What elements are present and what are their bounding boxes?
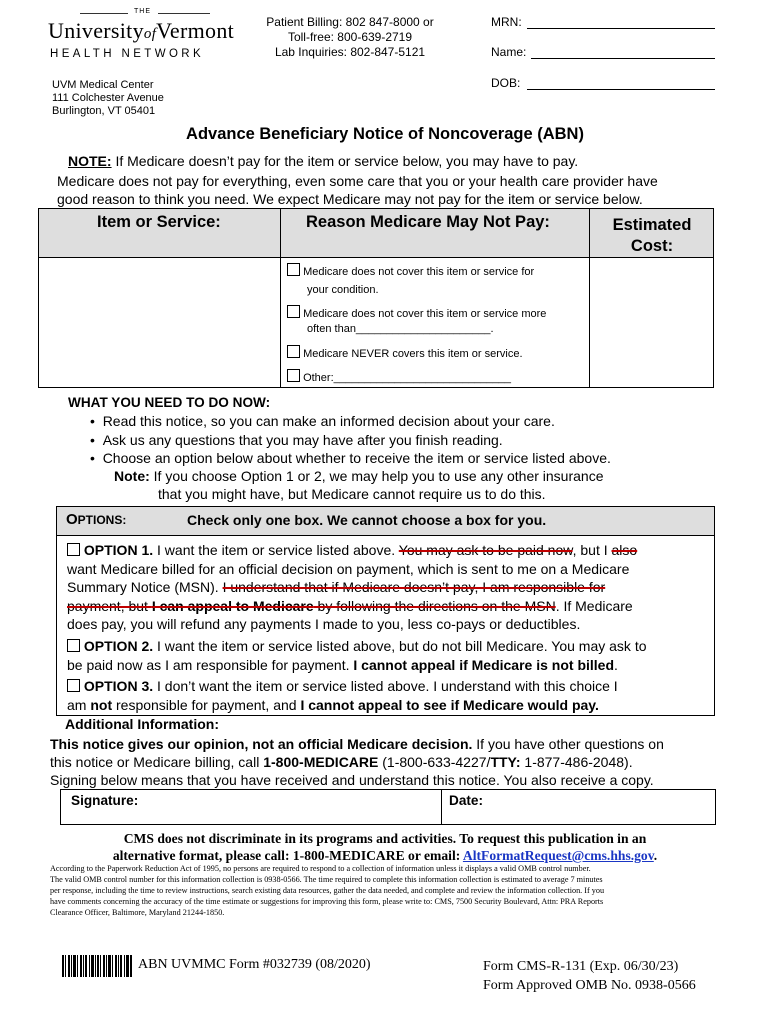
col-reason-header: Reason Medicare May Not Pay:: [306, 213, 550, 231]
todo-note-cont: that you might have, but Medicare cannot require us to do this.: [158, 486, 546, 502]
col-divider: [280, 209, 281, 387]
col-cost-header: [591, 215, 713, 257]
cms-form-number: Form CMS-R-131 (Exp. 06/30/23) Form Approved OMB No. 0938-0566: [483, 959, 696, 993]
dob-label: DOB:: [491, 76, 521, 90]
contact-line: Patient Billing: 802 847-8000 or: [266, 15, 434, 29]
logo-top-text: THE: [134, 8, 151, 15]
form-id: ABN UVMMC Form #032739 (08/2020): [138, 957, 371, 972]
dob-value[interactable]: [527, 76, 715, 90]
todo-note-text: If you choose Option 1 or 2, we may help you to use any other insurance: [149, 468, 604, 484]
reason-option: [287, 305, 546, 337]
note-line-2: Medicare does not pay for everything, even some care that you or your health care provider have: [57, 173, 658, 189]
item-cell[interactable]: [39, 258, 279, 387]
note-text: If Medicare doesn’t pay for the item or service below, you may have to pay.: [111, 153, 579, 169]
reason-text-cont: often than______________________.: [307, 323, 494, 335]
note-label: NOTE:: [68, 153, 112, 169]
note-line-1: [68, 152, 578, 171]
paperwork-notice: According to the Paperwork Reduction Act of 1995, no persons are required to respond to a collection of information unless it displays a valid OMB control number. The valid OMB control number for this information collection is 0938-0566. The time required to complete this information collection is estimated to average 7 minutes per response, including the time to review instructions, search existing data resources, gather the data needed, and complete and review the information collection. If you have comments concerning the accuracy of the time estimate or suggestions for improving this form, please write to: CMS, 7500 Security Boulevard, Attn: PRA Reports Clearance Officer, Baltimore, Maryland 21244-1850.: [50, 864, 605, 917]
reason-text: Medicare does not cover this item or service for: [303, 266, 535, 278]
page-title: Advance Beneficiary Notice of Noncoverage (ABN): [186, 125, 584, 143]
reason-checkbox[interactable]: [287, 263, 300, 276]
address-line: Burlington, VT 05401: [52, 105, 156, 117]
dob-field: [491, 76, 716, 92]
todo-list: [90, 412, 611, 468]
additional-line-1: This notice gives our opinion, not an official Medicare decision. If you have other questions on: [50, 736, 664, 752]
signature-box: [60, 789, 716, 825]
reason-text: Medicare does not cover this item or service more: [303, 308, 547, 320]
col-item-header: Item or Service:: [97, 213, 221, 231]
address-line: UVM Medical Center: [52, 79, 154, 91]
option-3-checkbox[interactable]: [67, 679, 80, 692]
mrn-value[interactable]: [527, 15, 715, 29]
reason-text-cont: your condition.: [307, 284, 379, 296]
reason-checkbox[interactable]: [287, 345, 300, 358]
option-3: OPTION 3. I don’t want the item or service listed above. I understand with this choice I am not responsible for payment, and I cannot appeal to see if Medicare would pay.: [67, 678, 618, 713]
date-field[interactable]: [442, 790, 715, 824]
logo: [48, 8, 235, 63]
reason-text: Medicare NEVER covers this item or service.: [303, 348, 523, 360]
name-label: Name:: [491, 45, 527, 59]
name-value[interactable]: [531, 45, 715, 59]
contact-block: [240, 15, 460, 60]
option-2: OPTION 2. I want the item or service listed above, but do not bill Medicare. You may ask to be paid now as I am responsible for payment. I cannot appeal if Medicare is not billed.: [67, 638, 647, 673]
barcode: [62, 955, 132, 977]
additional-heading: Additional Information:: [65, 716, 219, 732]
items-table: [38, 208, 714, 388]
contact-line: Toll-free: 800-639-2719: [287, 30, 413, 44]
cms-email-link[interactable]: AltFormatRequest@cms.hhs.gov: [462, 848, 654, 863]
options-instruction: Check only one box. We cannot choose a box for you.: [187, 512, 547, 528]
contact-line: Lab Inquiries: 802-847-5121: [274, 45, 426, 59]
date-label: Date:: [449, 793, 483, 808]
address-block: [52, 79, 164, 118]
signature-label: Signature:: [71, 793, 139, 808]
cost-header-line: Estimated: [612, 216, 692, 234]
reason-option: [287, 369, 511, 384]
name-field: [491, 45, 716, 61]
option-1: OPTION 1. I want the item or service listed above. You may ask to be paid now, but I also want Medicare billed for an official decision on payment, which is sent to me on a Medicare Summary Notice (MSN). I understand that if Medicare doesn’t pay, I am responsible for payment, but I can appeal to Medicare by following the directions on the MSN. If Medicare does pay, you will refund any payments I made to you, less co-pays or deductibles.: [67, 542, 638, 632]
options-heading: OPTIONS:: [66, 511, 127, 528]
reason-text: Other:_____________________________: [303, 372, 512, 384]
signature-field[interactable]: [61, 790, 442, 824]
mrn-field: [491, 15, 716, 31]
todo-item: • Read this notice, so you can make an informed decision about your care.: [90, 413, 555, 429]
reason-option: [287, 263, 534, 299]
todo-note: [114, 467, 604, 486]
reason-checkbox[interactable]: [287, 305, 300, 318]
option-2-checkbox[interactable]: [67, 639, 80, 652]
additional-line-3: Signing below means that you have received and understand this notice. You also receive a copy.: [50, 772, 654, 788]
additional-line-2: this notice or Medicare billing, call 1-800-MEDICARE (1-800-633-4227/TTY: 1-877-486-2048).: [50, 754, 633, 770]
logo-health-network: HEALTH NETWORK: [50, 48, 205, 60]
todo-item: • Choose an option below about whether to receive the item or service listed above.: [90, 450, 611, 466]
logo-wordmark: UniversityofVermont: [48, 18, 235, 43]
cost-header-line: Cost:: [630, 237, 674, 255]
logo-rule-left: [80, 13, 128, 14]
options-box: [56, 506, 715, 716]
option-1-checkbox[interactable]: [67, 543, 80, 556]
note-line-3: good reason to think you need. We expect Medicare may not pay for the item or service below.: [57, 191, 643, 207]
mrn-label: MRN:: [491, 15, 522, 29]
reason-option: [287, 345, 523, 360]
cms-statement: CMS does not discriminate in its programs and activities. To request this publication in an alternative format, please call: 1-800-MEDICARE or email: AltFormatRequest@cms.hhs.gov.: [112, 831, 658, 863]
address-line: 111 Colchester Avenue: [52, 92, 164, 104]
todo-note-label: Note:: [114, 468, 150, 484]
reason-checkbox[interactable]: [287, 369, 300, 382]
logo-rule-right: [158, 13, 210, 14]
cost-cell[interactable]: [590, 258, 712, 387]
todo-heading: WHAT YOU NEED TO DO NOW:: [68, 395, 271, 410]
todo-item: • Ask us any questions that you may have after you finish reading.: [90, 431, 503, 448]
